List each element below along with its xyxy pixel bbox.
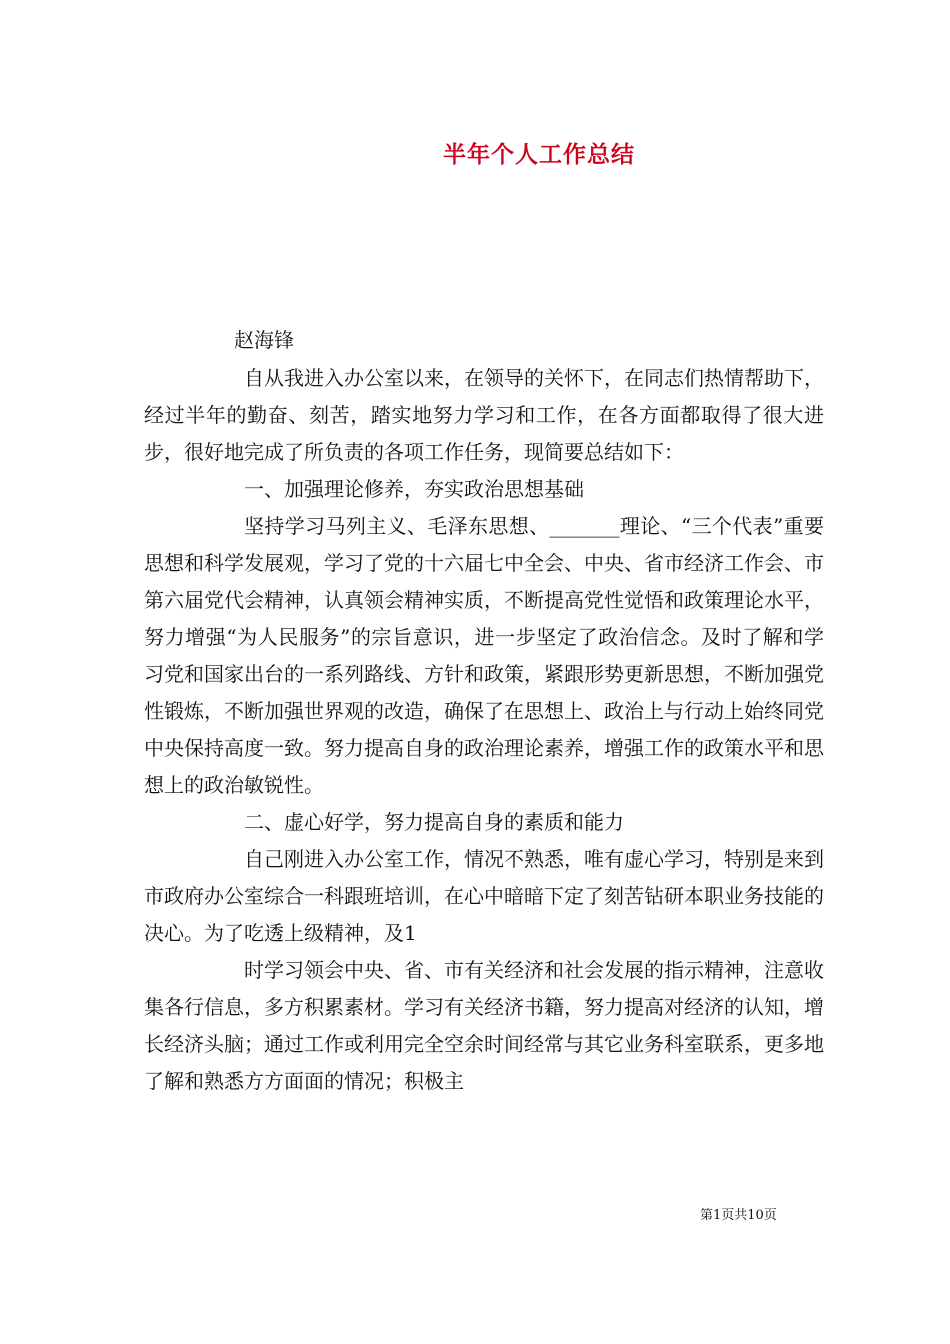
paragraph-section-2a: 自己刚进入办公室工作，情况不熟悉，唯有虚心学习，特别是来到市政府办公室综合一科跟班培训，在心中暗暗下定了刻苦钻研本职业务技能的决心。为了吃透上级精神，及1 [144, 847, 824, 945]
section-heading-2: 二、虚心好学，努力提高自身的素质和能力 [244, 810, 624, 834]
section-heading-1: 一、加强理论修养，夯实政治思想基础 [244, 477, 584, 501]
author-name: 赵海锋 [234, 328, 294, 352]
paragraph-section-1: 坚持学习马列主义、毛泽东思想、_______理论、“三个代表”重要思想和科学发展观，学习了党的十六届七中全会、中央、省市经济工作会、市第六届党代会精神，认真领会精神实质，不断提高党性觉悟和政策理论水平，努力增强“为人民服务”的宗旨意识，进一步坚定了政治信念。及时了解和学习党和国家出台的一系列路线、方针和政策，紧跟形势更新思想，不断加强党性锻炼，不断加强世界观的改造，确保了在思想上、政治上与行动上始终同党中央保持高度一致。努力提高自身的政治理论素养，增强工作的政策水平和思想上的政治敏锐性。 [144, 514, 824, 797]
document-body [144, 360, 824, 1100]
paragraph-section-2b: 时学习领会中央、省、市有关经济和社会发展的指示精神，注意收集各行信息，多方积累素材。学习有关经济书籍，努力提高对经济的认知，增长经济头脑；通过工作或利用完全空余时间经常与其它业务科室联系，更多地了解和熟悉方方面面的情况；积极主 [144, 958, 824, 1093]
page-footer: 第1页共10页 [700, 1208, 777, 1223]
document-title: 半年个人工作总结 [443, 141, 635, 168]
paragraph-intro: 自从我进入办公室以来，在领导的关怀下，在同志们热情帮助下，经过半年的勤奋、刻苦，踏实地努力学习和工作，在各方面都取得了很大进步，很好地完成了所负责的各项工作任务，现简要总结如下： [144, 366, 824, 464]
